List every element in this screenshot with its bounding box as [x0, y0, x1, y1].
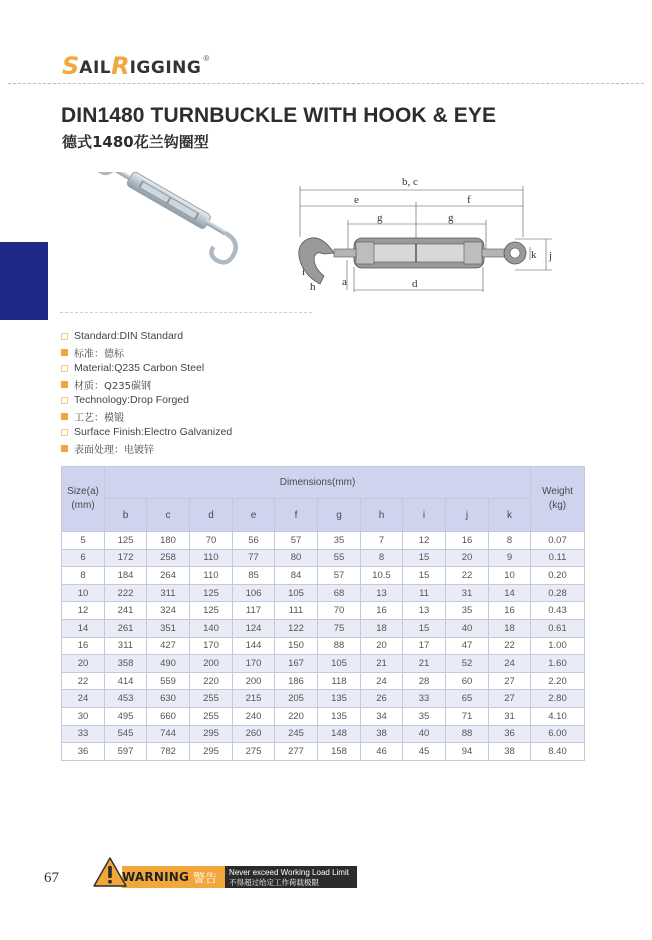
dimension-column-header-k: k [489, 499, 531, 532]
dimension-cell: 490 [147, 655, 190, 673]
size-cell: 12 [62, 602, 105, 620]
table-row [62, 743, 585, 761]
spec-list [61, 328, 232, 456]
dimension-cell: 71 [446, 707, 489, 725]
spec-item: Surface Finish:Electro Galvanized [61, 424, 232, 440]
dimension-cell: 31 [446, 584, 489, 602]
dimension-cell: 68 [318, 584, 361, 602]
dimension-cell: 40 [403, 725, 446, 743]
weight-cell: 2.20 [531, 672, 585, 690]
spec-item: Material:Q235 Carbon Steel [61, 360, 232, 376]
dimension-cell: 46 [361, 743, 403, 761]
dimension-cell: 125 [105, 532, 147, 550]
dimension-cell: 88 [318, 637, 361, 655]
dimension-cell: 38 [489, 743, 531, 761]
dimension-cell: 36 [489, 725, 531, 743]
dimension-cell: 34 [361, 707, 403, 725]
header-divider [8, 83, 644, 84]
dimension-cell: 220 [275, 707, 318, 725]
warning-triangle-icon [92, 856, 128, 888]
hollow-square-bullet-icon [61, 397, 68, 404]
size-cell: 36 [62, 743, 105, 761]
dimension-cell: 545 [105, 725, 147, 743]
dimension-cell: 258 [147, 549, 190, 567]
dimension-cell: 167 [275, 655, 318, 673]
brand-logo [62, 52, 209, 78]
spec-item: Technology:Drop Forged [61, 392, 232, 408]
table-row [62, 672, 585, 690]
dimension-cell: 255 [190, 707, 233, 725]
dimension-cell: 117 [233, 602, 275, 620]
weight-cell: 2.80 [531, 690, 585, 708]
weight-cell: 0.20 [531, 567, 585, 585]
weight-cell: 0.43 [531, 602, 585, 620]
dimension-cell: 311 [147, 584, 190, 602]
dimension-cell: 14 [489, 584, 531, 602]
dimension-cell: 20 [446, 549, 489, 567]
dimension-cell: 18 [361, 619, 403, 637]
dimension-cell: 9 [489, 549, 531, 567]
dimension-cell: 351 [147, 619, 190, 637]
dimension-cell: 135 [318, 707, 361, 725]
dimension-cell: 110 [190, 549, 233, 567]
size-cell: 24 [62, 690, 105, 708]
dimension-cell: 200 [190, 655, 233, 673]
dimension-cell: 45 [403, 743, 446, 761]
logo-text-igging: IGGING [129, 58, 202, 78]
dimension-cell: 105 [318, 655, 361, 673]
dimension-cell: 70 [318, 602, 361, 620]
dimensions-table [61, 466, 585, 761]
dimension-cell: 65 [446, 690, 489, 708]
diagram-label-k: k [531, 249, 537, 261]
dimension-column-header-b: b [105, 499, 147, 532]
dimension-cell: 47 [446, 637, 489, 655]
weight-cell: 4.10 [531, 707, 585, 725]
dimension-cell: 15 [403, 567, 446, 585]
weight-cell: 0.11 [531, 549, 585, 567]
dimension-cell: 13 [361, 584, 403, 602]
registered-mark: ® [203, 54, 210, 63]
size-cell: 33 [62, 725, 105, 743]
dimension-cell: 111 [275, 602, 318, 620]
size-cell: 30 [62, 707, 105, 725]
size-cell: 10 [62, 584, 105, 602]
size-cell: 16 [62, 637, 105, 655]
dimension-cell: 559 [147, 672, 190, 690]
dimension-cell: 17 [403, 637, 446, 655]
logo-text-ail: AIL [79, 58, 112, 78]
size-cell: 22 [62, 672, 105, 690]
dimension-cell: 172 [105, 549, 147, 567]
dimension-cell: 240 [233, 707, 275, 725]
size-cell: 6 [62, 549, 105, 567]
section-divider [60, 312, 312, 313]
dimension-cell: 105 [275, 584, 318, 602]
dimension-cell: 60 [446, 672, 489, 690]
dimension-column-header-h: h [361, 499, 403, 532]
dimension-cell: 744 [147, 725, 190, 743]
diagram-label-g-right: g [448, 212, 454, 224]
dimension-cell: 597 [105, 743, 147, 761]
dimension-cell: 22 [489, 637, 531, 655]
dimension-cell: 57 [275, 532, 318, 550]
dimension-cell: 630 [147, 690, 190, 708]
dimension-cell: 170 [190, 637, 233, 655]
dimension-column-header-g: g [318, 499, 361, 532]
dimension-cell: 275 [233, 743, 275, 761]
size-cell: 5 [62, 532, 105, 550]
dimension-cell: 124 [233, 619, 275, 637]
dimension-cell: 295 [190, 725, 233, 743]
dimension-column-header-e: e [233, 499, 275, 532]
filled-square-bullet-icon [61, 413, 68, 420]
warning-message: Never exceed Working Load Limit 不得超过给定工作荷载极限 [225, 866, 357, 888]
table-row [62, 619, 585, 637]
spec-item: Standard:DIN Standard [61, 328, 232, 344]
table-row [62, 602, 585, 620]
dimension-cell: 215 [233, 690, 275, 708]
dimension-cell: 52 [446, 655, 489, 673]
dimension-cell: 18 [489, 619, 531, 637]
dimension-cell: 170 [233, 655, 275, 673]
hollow-square-bullet-icon [61, 333, 68, 340]
dimension-cell: 26 [361, 690, 403, 708]
dimension-cell: 16 [446, 532, 489, 550]
weight-cell: 1.00 [531, 637, 585, 655]
spec-item: 标准：德标 [61, 344, 232, 360]
dimension-cell: 110 [190, 567, 233, 585]
dimension-column-header-d: d [190, 499, 233, 532]
dimension-column-header-i: i [403, 499, 446, 532]
table-row [62, 532, 585, 550]
dimension-cell: 324 [147, 602, 190, 620]
dimension-cell: 122 [275, 619, 318, 637]
table-row [62, 567, 585, 585]
dimension-cell: 12 [403, 532, 446, 550]
size-cell: 14 [62, 619, 105, 637]
dimension-cell: 7 [361, 532, 403, 550]
diagram-label-i: i [302, 266, 306, 278]
dimension-column-header-j: j [446, 499, 489, 532]
dimension-cell: 16 [489, 602, 531, 620]
dimensions-header: Dimensions(mm) [105, 467, 531, 499]
filled-square-bullet-icon [61, 381, 68, 388]
dimension-column-header-c: c [147, 499, 190, 532]
dimension-cell: 453 [105, 690, 147, 708]
dimension-cell: 241 [105, 602, 147, 620]
size-cell: 20 [62, 655, 105, 673]
dimension-cell: 11 [403, 584, 446, 602]
dimension-cell: 427 [147, 637, 190, 655]
table-row [62, 549, 585, 567]
dimension-column-header-f: f [275, 499, 318, 532]
dimension-cell: 70 [190, 532, 233, 550]
dimension-cell: 20 [361, 637, 403, 655]
dimension-cell: 21 [361, 655, 403, 673]
dimension-cell: 311 [105, 637, 147, 655]
eye-end [93, 172, 118, 176]
filled-square-bullet-icon [61, 445, 68, 452]
table-row [62, 584, 585, 602]
weight-cell: 6.00 [531, 725, 585, 743]
diagram-label-e: e [354, 194, 359, 206]
dimension-cell: 10 [489, 567, 531, 585]
dimension-cell: 80 [275, 549, 318, 567]
dimension-cell: 10.5 [361, 567, 403, 585]
dimension-cell: 55 [318, 549, 361, 567]
spec-item: 工艺：模锻 [61, 408, 232, 424]
dimension-cell: 414 [105, 672, 147, 690]
logo-letter-s: S [62, 52, 80, 80]
hollow-square-bullet-icon [61, 365, 68, 372]
weight-cell: 0.07 [531, 532, 585, 550]
spec-item: 表面处理：电镀锌 [61, 440, 232, 456]
size-cell: 8 [62, 567, 105, 585]
dimension-cell: 144 [233, 637, 275, 655]
spec-item: 材质：Q235碳钢 [61, 376, 232, 392]
dimension-cell: 158 [318, 743, 361, 761]
dimension-cell: 264 [147, 567, 190, 585]
section-side-tab [0, 242, 48, 320]
dimension-cell: 660 [147, 707, 190, 725]
warning-label: WARNING 警告 [122, 866, 225, 888]
dimension-cell: 35 [318, 532, 361, 550]
dimension-cell: 495 [105, 707, 147, 725]
hook-end [208, 231, 240, 266]
dimension-cell: 8 [489, 532, 531, 550]
weight-cell: 8.40 [531, 743, 585, 761]
dimension-cell: 261 [105, 619, 147, 637]
dimension-cell: 85 [233, 567, 275, 585]
diagram-label-f: f [467, 194, 471, 206]
dimension-diagram [290, 172, 570, 300]
dimension-cell: 135 [318, 690, 361, 708]
dimension-cell: 260 [233, 725, 275, 743]
diagram-label-h: h [310, 281, 316, 293]
hollow-square-bullet-icon [61, 429, 68, 436]
dimension-cell: 295 [190, 743, 233, 761]
table-row [62, 725, 585, 743]
weight-column-header: Weight (kg) [531, 467, 585, 532]
dimension-cell: 21 [403, 655, 446, 673]
weight-cell: 1.60 [531, 655, 585, 673]
dimension-cell: 33 [403, 690, 446, 708]
warning-banner [92, 856, 357, 888]
table-row [62, 690, 585, 708]
dimension-cell: 200 [233, 672, 275, 690]
size-column-header: Size(a) (mm) [62, 467, 105, 532]
dimension-cell: 28 [403, 672, 446, 690]
filled-square-bullet-icon [61, 349, 68, 356]
dimension-cell: 77 [233, 549, 275, 567]
dimension-cell: 56 [233, 532, 275, 550]
dimension-cell: 24 [489, 655, 531, 673]
dimension-cell: 277 [275, 743, 318, 761]
dimension-cell: 125 [190, 602, 233, 620]
dimension-cell: 180 [147, 532, 190, 550]
dimension-cell: 88 [446, 725, 489, 743]
diagram-label-g-left: g [377, 212, 383, 224]
dimension-cell: 148 [318, 725, 361, 743]
diagram-label-a: a [342, 276, 347, 288]
dimension-cell: 15 [403, 619, 446, 637]
dimension-cell: 13 [403, 602, 446, 620]
dimension-cell: 38 [361, 725, 403, 743]
dimension-cell: 782 [147, 743, 190, 761]
dimension-cell: 245 [275, 725, 318, 743]
dimension-cell: 27 [489, 690, 531, 708]
dimension-cell: 358 [105, 655, 147, 673]
dimension-cell: 205 [275, 690, 318, 708]
dimension-cell: 84 [275, 567, 318, 585]
dimension-cell: 57 [318, 567, 361, 585]
product-photo [60, 172, 270, 282]
page-number: 67 [44, 870, 59, 886]
dimension-cell: 140 [190, 619, 233, 637]
weight-cell: 0.61 [531, 619, 585, 637]
dimension-cell: 255 [190, 690, 233, 708]
dimension-cell: 106 [233, 584, 275, 602]
dimension-cell: 16 [361, 602, 403, 620]
diagram-label-d: d [412, 278, 418, 290]
dimension-cell: 35 [446, 602, 489, 620]
dimension-cell: 118 [318, 672, 361, 690]
table-row [62, 637, 585, 655]
page-title-chinese: 德式1480花兰钩圈型 [62, 133, 209, 151]
dimension-cell: 27 [489, 672, 531, 690]
table-row [62, 707, 585, 725]
dimension-cell: 24 [361, 672, 403, 690]
weight-cell: 0.28 [531, 584, 585, 602]
dimension-cell: 8 [361, 549, 403, 567]
dimension-cell: 94 [446, 743, 489, 761]
dimension-cell: 40 [446, 619, 489, 637]
dimension-cell: 220 [190, 672, 233, 690]
dimension-cell: 15 [403, 549, 446, 567]
dimension-cell: 75 [318, 619, 361, 637]
logo-letter-r: R [111, 52, 130, 80]
dimension-cell: 35 [403, 707, 446, 725]
dimension-cell: 186 [275, 672, 318, 690]
diagram-label-bc: b, c [402, 176, 418, 188]
diagram-label-j: j [549, 250, 553, 262]
dimension-cell: 125 [190, 584, 233, 602]
page-title: DIN1480 TURNBUCKLE WITH HOOK & EYE [61, 104, 497, 127]
dimension-cell: 222 [105, 584, 147, 602]
table-row [62, 655, 585, 673]
dimension-cell: 184 [105, 567, 147, 585]
dimension-cell: 22 [446, 567, 489, 585]
dimension-cell: 31 [489, 707, 531, 725]
dimension-cell: 150 [275, 637, 318, 655]
